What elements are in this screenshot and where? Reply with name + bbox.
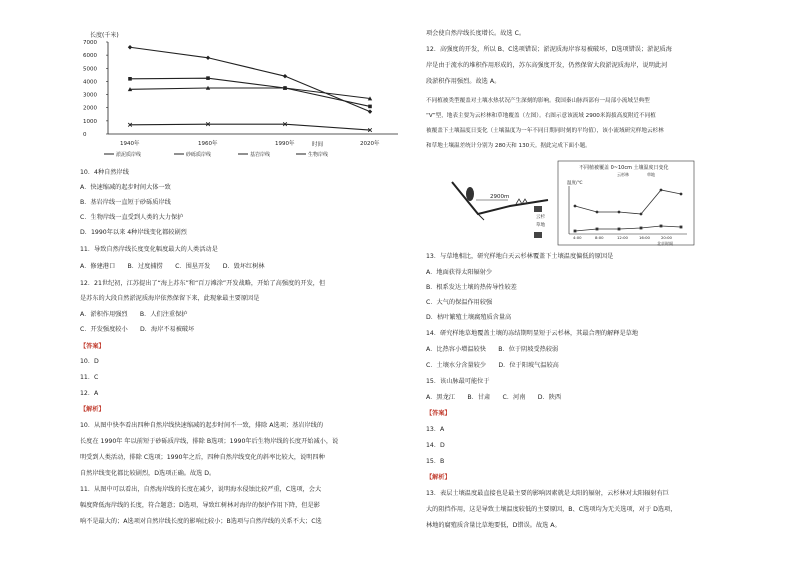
r-analysis-12-2: 岸是由于流水的堆积作用形成的，苏东高强度开发，仍然保留大段淤泥质海岸，说明此河 (426, 62, 668, 69)
q11-stem: 11．导致自然岸线长度变化幅度最大的人类活动是 (80, 246, 218, 253)
q13-option-c: C．大气的保温作用较强 (426, 299, 493, 306)
answer-13: 13．A (426, 426, 445, 433)
q14-stem: 14．研究样地草地覆盖土壤的冻结期明显短于云杉林，其最合理的解释是草地 (426, 330, 639, 337)
q12-options-cd: C．开发强度较小 D．海岸不易被破坏 (80, 326, 195, 333)
q10-option-d: D．1990年以来 4种岸线变化都较剧烈 (80, 229, 187, 236)
y-tick-label: 4000 (83, 79, 97, 86)
y-tick-label: 5000 (83, 66, 97, 73)
analysis-tag-right: 【解析】 (426, 474, 451, 481)
y-tick-label: 0 (83, 132, 87, 138)
answer-14: 14．D (426, 442, 445, 449)
valley-figure (448, 160, 563, 245)
answer-12: 12．A (80, 390, 99, 397)
answer-10: 10．D (80, 358, 99, 365)
q13-option-d: D．枯叶繁殖土壤腐殖质含量高 (426, 314, 512, 321)
x-tick-label: 2020年 (360, 141, 380, 147)
analysis-line-1: 10．从图中快李看出四种自然岸线快速缩减的起步时间不一致，排除 A选项；基岩岸线的 (80, 422, 324, 429)
q14-options-cd: C．土壤水分含量较少 D．位于阳坡气温较高 (426, 362, 559, 369)
analysis-line-7: 响不是最大的；A选项对自然岸线长度的影响比较小；B选项与自然岸线的关系不大；C选 (80, 518, 322, 525)
r-analysis-12-1: 12．高强度的开发，所以 B、C选项错误；淤泥质海岸容易被破坏，D选项错误；淤泥质海 (426, 46, 672, 53)
soil-temp-chart (557, 160, 697, 248)
r-analysis-13-3: 林地的腐殖质含量比草地要低，D错误。故选 A。 (426, 522, 561, 529)
soil-chart-caption: 不同植被覆盖 0~10cm 土壤温度日变化 (579, 165, 669, 171)
soil-chart-legend-spruce: 云杉林 (617, 172, 629, 177)
q11-options: A．修建港口 B．过度捕捞 C．围垦开发 D．毁坏红树林 (80, 263, 265, 270)
analysis-line-5: 11．从图中可以看出，自然海岸线的长度在减少，说明海水侵蚀比较严重，C选项，会大 (80, 486, 322, 493)
q13-stem: 13．与草地相比，研究样地白天云杉林覆盖下土壤温度偏低的原因是 (426, 253, 614, 260)
chart-xunit: 时间 (312, 142, 324, 148)
series-point (128, 77, 132, 81)
answer-tag-right: 【答案】 (426, 410, 451, 417)
legend-label: 基岩岸线 (250, 152, 271, 158)
soil-chart-legend-grass: 草地 (647, 172, 655, 177)
analysis-line-4: 自然岸线变化都比较剧烈，D选项正确。故选 D。 (80, 470, 216, 477)
soil-x-tick-label: 16:00 (639, 235, 650, 240)
answer-tag: 【答案】 (80, 343, 105, 350)
spruce-tree-icon (466, 187, 474, 201)
analysis-line-3: 明受到人类活动，排除 C选项；1990年之后，四种自然岸线变化的斜率比较大，说明四种 (80, 454, 325, 461)
series-line-1 (130, 47, 370, 111)
q13-option-a: A．地面获得太阳辐射少 (426, 269, 493, 276)
valley-altitude-label: 2900m (490, 194, 510, 200)
answer-11: 11．C (80, 374, 99, 381)
q15-stem: 15．该山脉最可能位于 (426, 378, 490, 385)
x-tick-label: 1940年 (120, 141, 140, 147)
series-line-4 (130, 124, 370, 130)
series-point (128, 45, 132, 49)
series-point (206, 56, 210, 60)
soil-chart-ylabel: 温度/℃ (567, 181, 583, 186)
r-analysis-12-3: 段淤积作用强烈。故选 A。 (426, 78, 501, 85)
soil-x-tick-label: 12:00 (617, 235, 628, 240)
soil-x-tick-label: 4:00 (573, 235, 582, 240)
analysis-tag: 【解析】 (80, 406, 105, 413)
q12-stem-2: 是苏东的大段自然淤泥质海岸依然保留下来，此现象最主要原因是 (80, 295, 260, 302)
y-tick-label: 7000 (83, 40, 97, 46)
analysis-line-6: 幅度降低海岸线的长度，符合题意；D选项，导致红树林对海岸的保护作用下降，但是影 (80, 502, 320, 509)
passage-line-4: 和草地土壤温差统计分别为 280天和 130天。据此完成下面小题。 (426, 143, 591, 149)
answer-15: 15．B (426, 458, 445, 465)
r-analysis-13-2: 大的阻挡作用，这是导致土壤温度较低的主要原因，B、C选项均为无关选项，对于 D选项， (426, 506, 677, 513)
series-point (283, 74, 287, 78)
chart-ylabel: 长度(千米) (90, 32, 119, 39)
analysis-line-2: 长度在 1990年 年以前短于砂砾质岸线，排除 B选项；1990年后生物岸线的长度开始减小，说 (80, 438, 339, 445)
x-tick-label: 1990年 (275, 141, 295, 147)
q10-option-a: A．快速缩减的起步时间大体一致 (80, 184, 171, 191)
q15-options: A．黑龙江 B．甘肃 C．河南 D．陕西 (426, 394, 562, 401)
series-point (206, 76, 210, 80)
q14-options-ab: A．比热容小增温较快 B．位于阴坡受热较弱 (426, 346, 559, 353)
q10-stem: 10．4种自然岸线 (80, 169, 129, 176)
y-tick-label: 3000 (83, 92, 97, 99)
y-tick-label: 1000 (83, 118, 97, 125)
y-tick-label: 6000 (83, 53, 97, 60)
q12-stem-1: 12．21世纪初，江苏提出了“海上苏东”和“百万滩涂”开发战略，开始了高强度的开发，但 (80, 280, 326, 287)
soil-chart-xlabel: 北京时间 (657, 241, 673, 246)
passage-line-1: 不同植被类型覆盖对土壤水热状况产生深刻的影响。我国秦山脉西部有一局部小流域呈典型 (426, 98, 650, 104)
valley-legend-grass: 草地 (536, 223, 545, 228)
soil-x-tick-label: 20:00 (661, 235, 672, 240)
r-analysis-cont: 项会使自然岸线长度增长。故选 C。 (426, 30, 526, 37)
valley-legend-spruce: 云杉 (536, 215, 545, 220)
legend-label: 生物岸线 (308, 152, 329, 158)
q10-option-c: C．生物岸线一直受到人类的大力保护 (80, 214, 184, 221)
coastline-chart (80, 28, 410, 158)
q12-options-ab: A．淤积作用强烈 B．人们注重保护 (80, 311, 188, 318)
y-tick-label: 2000 (83, 105, 97, 112)
series-line-2 (130, 78, 370, 106)
legend-label: 砂砾质岸线 (186, 152, 212, 158)
series-point (368, 105, 372, 109)
x-tick-label: 1960年 (198, 141, 218, 147)
q10-option-b: B．基岩岸线一直短于砂砾质岸线 (80, 199, 171, 206)
legend-label: 淤泥质岸线 (116, 152, 142, 158)
passage-line-2: “V”型，地表主要为云杉林和草地覆盖（左图）。右图示意该流域 2900米海拔高度附近不同植 (426, 113, 656, 119)
soil-x-tick-label: 8:00 (595, 235, 604, 240)
q13-option-b: B．根系发达土壤的热传导性较差 (426, 284, 517, 291)
passage-line-3: 被覆盖下土壤温度日变化（土壤温度为一年不同日期同时刻的平均值），该小流域研究样地云杉林 (426, 128, 664, 134)
r-analysis-13-1: 13．表层土壤温度最直接也是最主要的影响因素就是太阳的辐射，云杉林对太阳辐射有巨 (426, 490, 669, 497)
series-point (368, 109, 372, 113)
